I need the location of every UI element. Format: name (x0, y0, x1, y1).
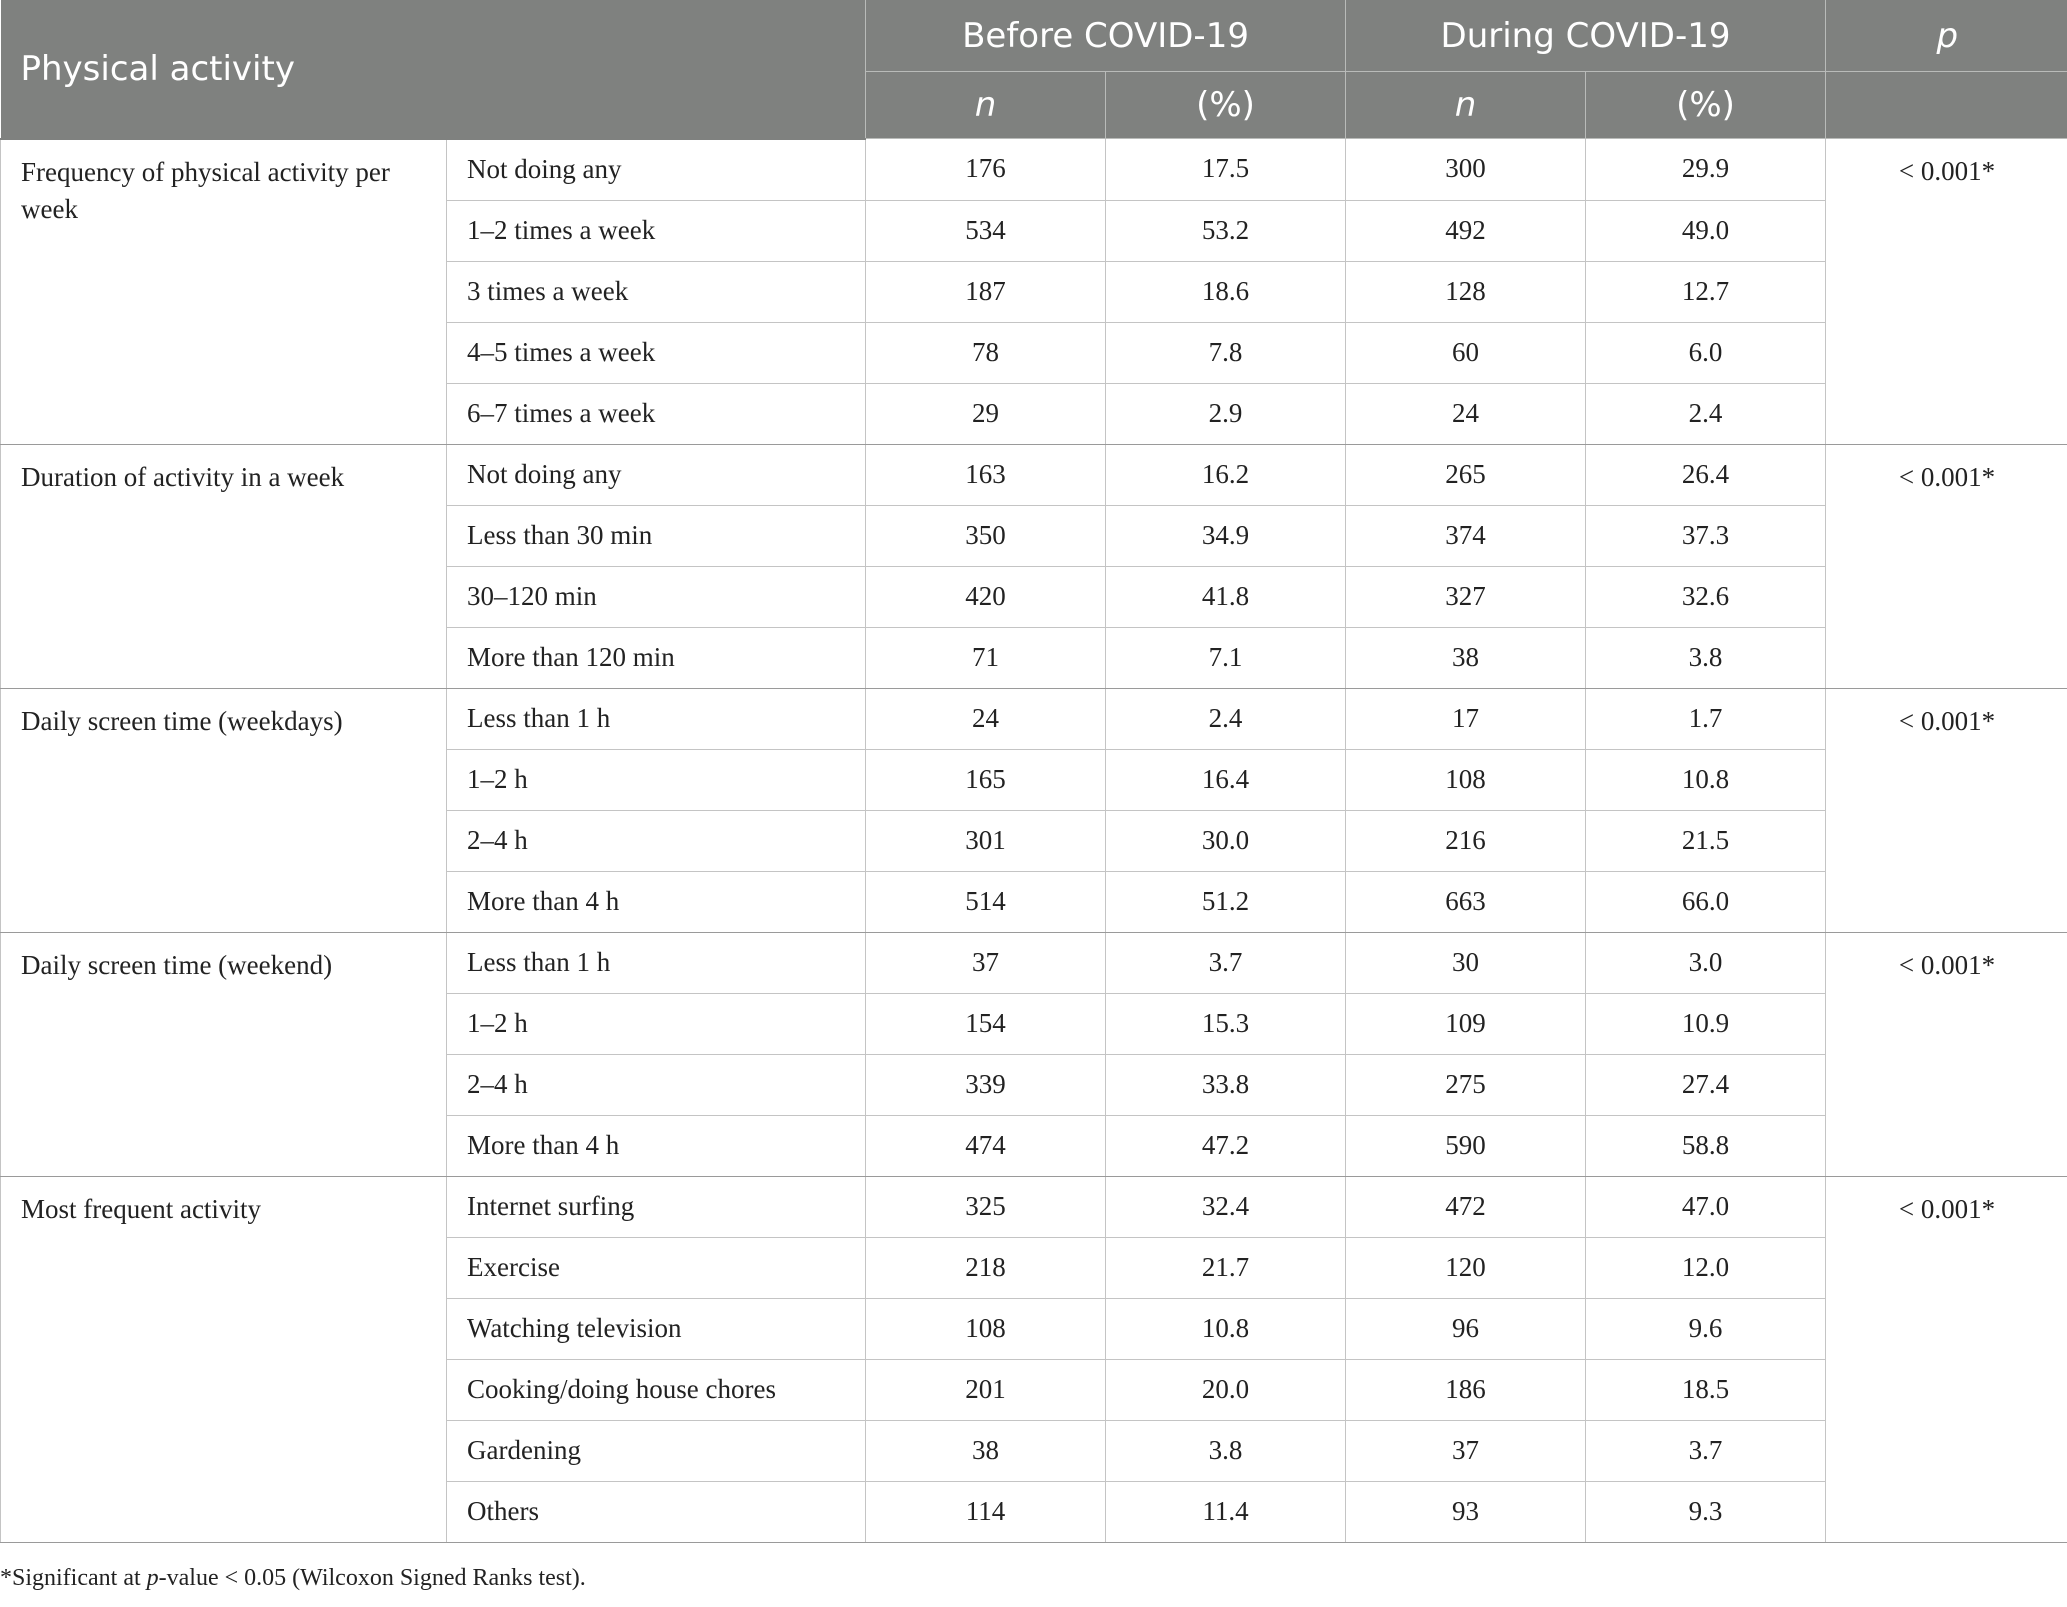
footnote-prefix: *Significant at (0, 1565, 147, 1591)
during-pct-cell: 3.8 (1586, 627, 1826, 688)
section-label: Daily screen time (weekdays) (1, 688, 447, 932)
during-pct-cell: 10.9 (1586, 993, 1826, 1054)
before-n-cell: 24 (866, 688, 1106, 749)
footnote-suffix: -value < 0.05 (Wilcoxon Signed Ranks test). (158, 1565, 586, 1591)
during-n-cell: 663 (1346, 871, 1586, 932)
during-pct-cell: 18.5 (1586, 1359, 1826, 1420)
during-n-cell: 108 (1346, 749, 1586, 810)
header-p-blank (1826, 72, 2067, 139)
table-row (1, 139, 2067, 201)
header-before-covid: Before COVID-19 (866, 0, 1346, 72)
row-item-label: Less than 30 min (447, 505, 866, 566)
during-pct-cell: 27.4 (1586, 1054, 1826, 1115)
table-header (1, 0, 2067, 139)
row-item-label: More than 4 h (447, 1115, 866, 1176)
table-row (1, 1176, 2067, 1237)
before-n-cell: 38 (866, 1420, 1106, 1481)
table-row (1, 444, 2067, 505)
row-item-label: 6–7 times a week (447, 383, 866, 444)
during-pct-cell: 3.7 (1586, 1420, 1826, 1481)
row-item-label: Gardening (447, 1420, 866, 1481)
during-n-cell: 38 (1346, 627, 1586, 688)
section-label: Frequency of physical activity per week (1, 139, 447, 445)
row-item-label: Others (447, 1481, 866, 1542)
before-n-cell: 71 (866, 627, 1106, 688)
during-pct-cell: 32.6 (1586, 566, 1826, 627)
before-n-cell: 201 (866, 1359, 1106, 1420)
during-n-cell: 60 (1346, 322, 1586, 383)
during-n-cell: 590 (1346, 1115, 1586, 1176)
before-pct-cell: 33.8 (1106, 1054, 1346, 1115)
row-item-label: More than 4 h (447, 871, 866, 932)
during-n-cell: 492 (1346, 200, 1586, 261)
before-pct-cell: 32.4 (1106, 1176, 1346, 1237)
before-pct-cell: 51.2 (1106, 871, 1346, 932)
table-body (1, 139, 2067, 1543)
header-before-pct: (%) (1106, 72, 1346, 139)
row-item-label: 3 times a week (447, 261, 866, 322)
before-pct-cell: 20.0 (1106, 1359, 1346, 1420)
during-pct-cell: 49.0 (1586, 200, 1826, 261)
during-n-cell: 128 (1346, 261, 1586, 322)
during-pct-cell: 66.0 (1586, 871, 1826, 932)
during-n-cell: 275 (1346, 1054, 1586, 1115)
before-n-cell: 78 (866, 322, 1106, 383)
row-item-label: Less than 1 h (447, 932, 866, 993)
p-value-cell: < 0.001* (1826, 444, 2067, 688)
before-pct-cell: 3.7 (1106, 932, 1346, 993)
before-n-cell: 350 (866, 505, 1106, 566)
during-pct-cell: 21.5 (1586, 810, 1826, 871)
before-pct-cell: 21.7 (1106, 1237, 1346, 1298)
during-n-cell: 37 (1346, 1420, 1586, 1481)
during-n-cell: 265 (1346, 444, 1586, 505)
during-n-cell: 472 (1346, 1176, 1586, 1237)
header-during-pct: (%) (1586, 72, 1826, 139)
p-value-cell: < 0.001* (1826, 1176, 2067, 1542)
before-n-cell: 114 (866, 1481, 1106, 1542)
before-n-cell: 29 (866, 383, 1106, 444)
before-pct-cell: 11.4 (1106, 1481, 1346, 1542)
during-pct-cell: 12.0 (1586, 1237, 1826, 1298)
row-item-label: Internet surfing (447, 1176, 866, 1237)
before-pct-cell: 53.2 (1106, 200, 1346, 261)
during-n-cell: 120 (1346, 1237, 1586, 1298)
during-n-cell: 374 (1346, 505, 1586, 566)
during-n-cell: 327 (1346, 566, 1586, 627)
p-value-cell: < 0.001* (1826, 688, 2067, 932)
before-pct-cell: 47.2 (1106, 1115, 1346, 1176)
during-pct-cell: 2.4 (1586, 383, 1826, 444)
before-pct-cell: 7.8 (1106, 322, 1346, 383)
during-pct-cell: 12.7 (1586, 261, 1826, 322)
before-n-cell: 154 (866, 993, 1106, 1054)
table-row (1, 932, 2067, 993)
row-item-label: 4–5 times a week (447, 322, 866, 383)
during-n-cell: 24 (1346, 383, 1586, 444)
row-item-label: 30–120 min (447, 566, 866, 627)
row-item-label: 2–4 h (447, 810, 866, 871)
row-item-label: More than 120 min (447, 627, 866, 688)
during-pct-cell: 47.0 (1586, 1176, 1826, 1237)
before-pct-cell: 15.3 (1106, 993, 1346, 1054)
row-item-label: Less than 1 h (447, 688, 866, 749)
during-n-cell: 17 (1346, 688, 1586, 749)
during-n-cell: 186 (1346, 1359, 1586, 1420)
header-before-n: n (866, 72, 1106, 139)
before-n-cell: 165 (866, 749, 1106, 810)
header-title: Physical activity (1, 0, 866, 139)
during-pct-cell: 1.7 (1586, 688, 1826, 749)
during-pct-cell: 29.9 (1586, 139, 1826, 201)
p-value-cell: < 0.001* (1826, 139, 2067, 445)
before-pct-cell: 34.9 (1106, 505, 1346, 566)
section-label: Most frequent activity (1, 1176, 447, 1542)
before-n-cell: 420 (866, 566, 1106, 627)
row-item-label: Watching television (447, 1298, 866, 1359)
before-n-cell: 108 (866, 1298, 1106, 1359)
during-n-cell: 96 (1346, 1298, 1586, 1359)
before-n-cell: 187 (866, 261, 1106, 322)
section-label: Daily screen time (weekend) (1, 932, 447, 1176)
row-item-label: 2–4 h (447, 1054, 866, 1115)
before-pct-cell: 2.9 (1106, 383, 1346, 444)
section-label: Duration of activity in a week (1, 444, 447, 688)
during-pct-cell: 58.8 (1586, 1115, 1826, 1176)
row-item-label: 1–2 h (447, 749, 866, 810)
during-n-cell: 93 (1346, 1481, 1586, 1542)
before-n-cell: 176 (866, 139, 1106, 201)
before-n-cell: 514 (866, 871, 1106, 932)
header-during-n: n (1346, 72, 1586, 139)
during-pct-cell: 3.0 (1586, 932, 1826, 993)
during-pct-cell: 37.3 (1586, 505, 1826, 566)
row-item-label: 1–2 times a week (447, 200, 866, 261)
row-item-label: Cooking/doing house chores (447, 1359, 866, 1420)
before-n-cell: 534 (866, 200, 1106, 261)
header-during-covid: During COVID-19 (1346, 0, 1826, 72)
before-pct-cell: 7.1 (1106, 627, 1346, 688)
during-pct-cell: 9.3 (1586, 1481, 1826, 1542)
before-pct-cell: 16.2 (1106, 444, 1346, 505)
row-item-label: Not doing any (447, 139, 866, 201)
row-item-label: Exercise (447, 1237, 866, 1298)
during-n-cell: 109 (1346, 993, 1586, 1054)
before-pct-cell: 17.5 (1106, 139, 1346, 201)
before-n-cell: 218 (866, 1237, 1106, 1298)
before-pct-cell: 18.6 (1106, 261, 1346, 322)
during-pct-cell: 6.0 (1586, 322, 1826, 383)
during-pct-cell: 9.6 (1586, 1298, 1826, 1359)
before-pct-cell: 30.0 (1106, 810, 1346, 871)
during-n-cell: 300 (1346, 139, 1586, 201)
before-n-cell: 474 (866, 1115, 1106, 1176)
table-row (1, 688, 2067, 749)
before-n-cell: 339 (866, 1054, 1106, 1115)
before-pct-cell: 2.4 (1106, 688, 1346, 749)
during-n-cell: 216 (1346, 810, 1586, 871)
table-footnote (0, 1565, 586, 1592)
before-n-cell: 37 (866, 932, 1106, 993)
before-n-cell: 163 (866, 444, 1106, 505)
during-pct-cell: 10.8 (1586, 749, 1826, 810)
footnote-italic: p (146, 1565, 159, 1591)
before-pct-cell: 41.8 (1106, 566, 1346, 627)
row-item-label: Not doing any (447, 444, 866, 505)
row-item-label: 1–2 h (447, 993, 866, 1054)
during-pct-cell: 26.4 (1586, 444, 1826, 505)
p-value-cell: < 0.001* (1826, 932, 2067, 1176)
before-pct-cell: 10.8 (1106, 1298, 1346, 1359)
before-pct-cell: 3.8 (1106, 1420, 1346, 1481)
before-n-cell: 325 (866, 1176, 1106, 1237)
before-n-cell: 301 (866, 810, 1106, 871)
header-p: p (1826, 0, 2067, 72)
during-n-cell: 30 (1346, 932, 1586, 993)
before-pct-cell: 16.4 (1106, 749, 1346, 810)
